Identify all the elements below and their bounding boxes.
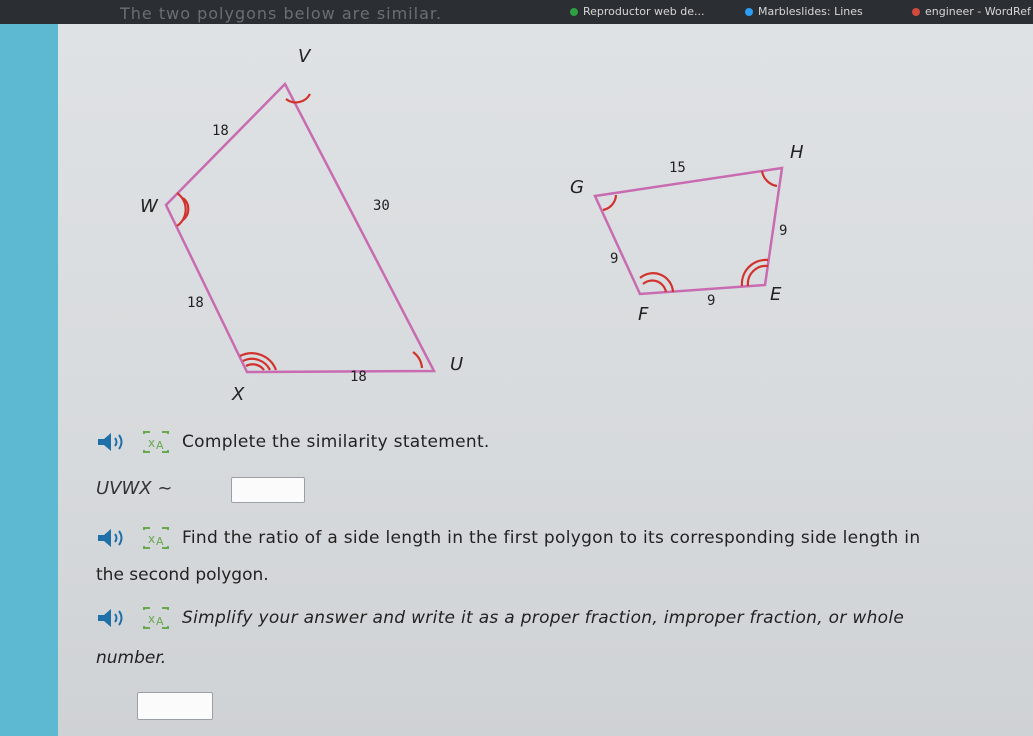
angle-mark-u	[413, 352, 422, 368]
side-label-vw: 18	[212, 123, 229, 139]
tab-marbleslides[interactable]: Marbleslides: Lines	[745, 5, 863, 18]
vertex-label-x: X	[232, 384, 245, 405]
angle-mark-f-2	[643, 281, 666, 292]
vertex-label-w: W	[140, 196, 158, 217]
speaker-icon[interactable]	[96, 431, 130, 453]
side-label-ef: 9	[707, 293, 716, 309]
tab-wordreference[interactable]: engineer - WordRef	[912, 5, 1031, 18]
svg-text:A: A	[156, 439, 164, 452]
question-text-1: Complete the similarity statement.	[182, 432, 490, 452]
angle-mark-x-3	[246, 364, 264, 370]
ratio-answer-input[interactable]	[137, 692, 213, 720]
side-label-gh: 15	[669, 160, 686, 176]
side-label-he: 9	[779, 223, 788, 239]
question-text-2-continued: the second polygon.	[96, 565, 269, 585]
svg-text:x: x	[148, 612, 156, 626]
question-text-3: Simplify your answer and write it as a proper fraction, improper fraction, or whole	[182, 608, 905, 628]
side-label-wx: 18	[187, 295, 204, 311]
similarity-statement-label: UVWX ~	[96, 478, 173, 499]
vertex-label-g: G	[570, 177, 584, 198]
svg-text:x: x	[148, 436, 156, 450]
translate-icon[interactable]	[140, 604, 172, 632]
speaker-icon[interactable]	[96, 527, 130, 549]
translate-icon[interactable]	[140, 524, 172, 552]
partial-heading: The two polygons below are similar.	[120, 4, 443, 23]
svg-text:x: x	[148, 532, 156, 546]
side-label-xu: 18	[350, 369, 367, 385]
vertex-label-v: V	[298, 46, 311, 67]
side-label-fg: 9	[610, 251, 619, 267]
polygon-ghef	[595, 168, 782, 294]
question-text-3-continued: number.	[96, 648, 167, 668]
translate-icon[interactable]	[140, 428, 172, 456]
vertex-label-f: F	[638, 304, 649, 325]
question-text-2: Find the ratio of a side length in the first polygon to its corresponding side length in	[182, 528, 921, 548]
svg-text:A: A	[156, 615, 164, 628]
question-row-3	[96, 604, 904, 632]
angle-mark-h	[762, 171, 777, 186]
question-row-1	[96, 428, 490, 456]
vertex-label-e: E	[770, 284, 782, 305]
polygon-uvwx	[166, 84, 434, 372]
tab-reproductor[interactable]: Reproductor web de...	[570, 5, 704, 18]
angle-mark-e-1	[742, 260, 768, 286]
vertex-label-u: U	[450, 354, 464, 375]
side-label-uv: 30	[373, 198, 390, 214]
angle-mark-g	[603, 195, 616, 210]
question-row-2	[96, 524, 920, 552]
vertex-label-h: H	[790, 142, 804, 163]
svg-text:A: A	[156, 535, 164, 548]
speaker-icon[interactable]	[96, 607, 130, 629]
similarity-answer-input[interactable]	[231, 477, 305, 503]
